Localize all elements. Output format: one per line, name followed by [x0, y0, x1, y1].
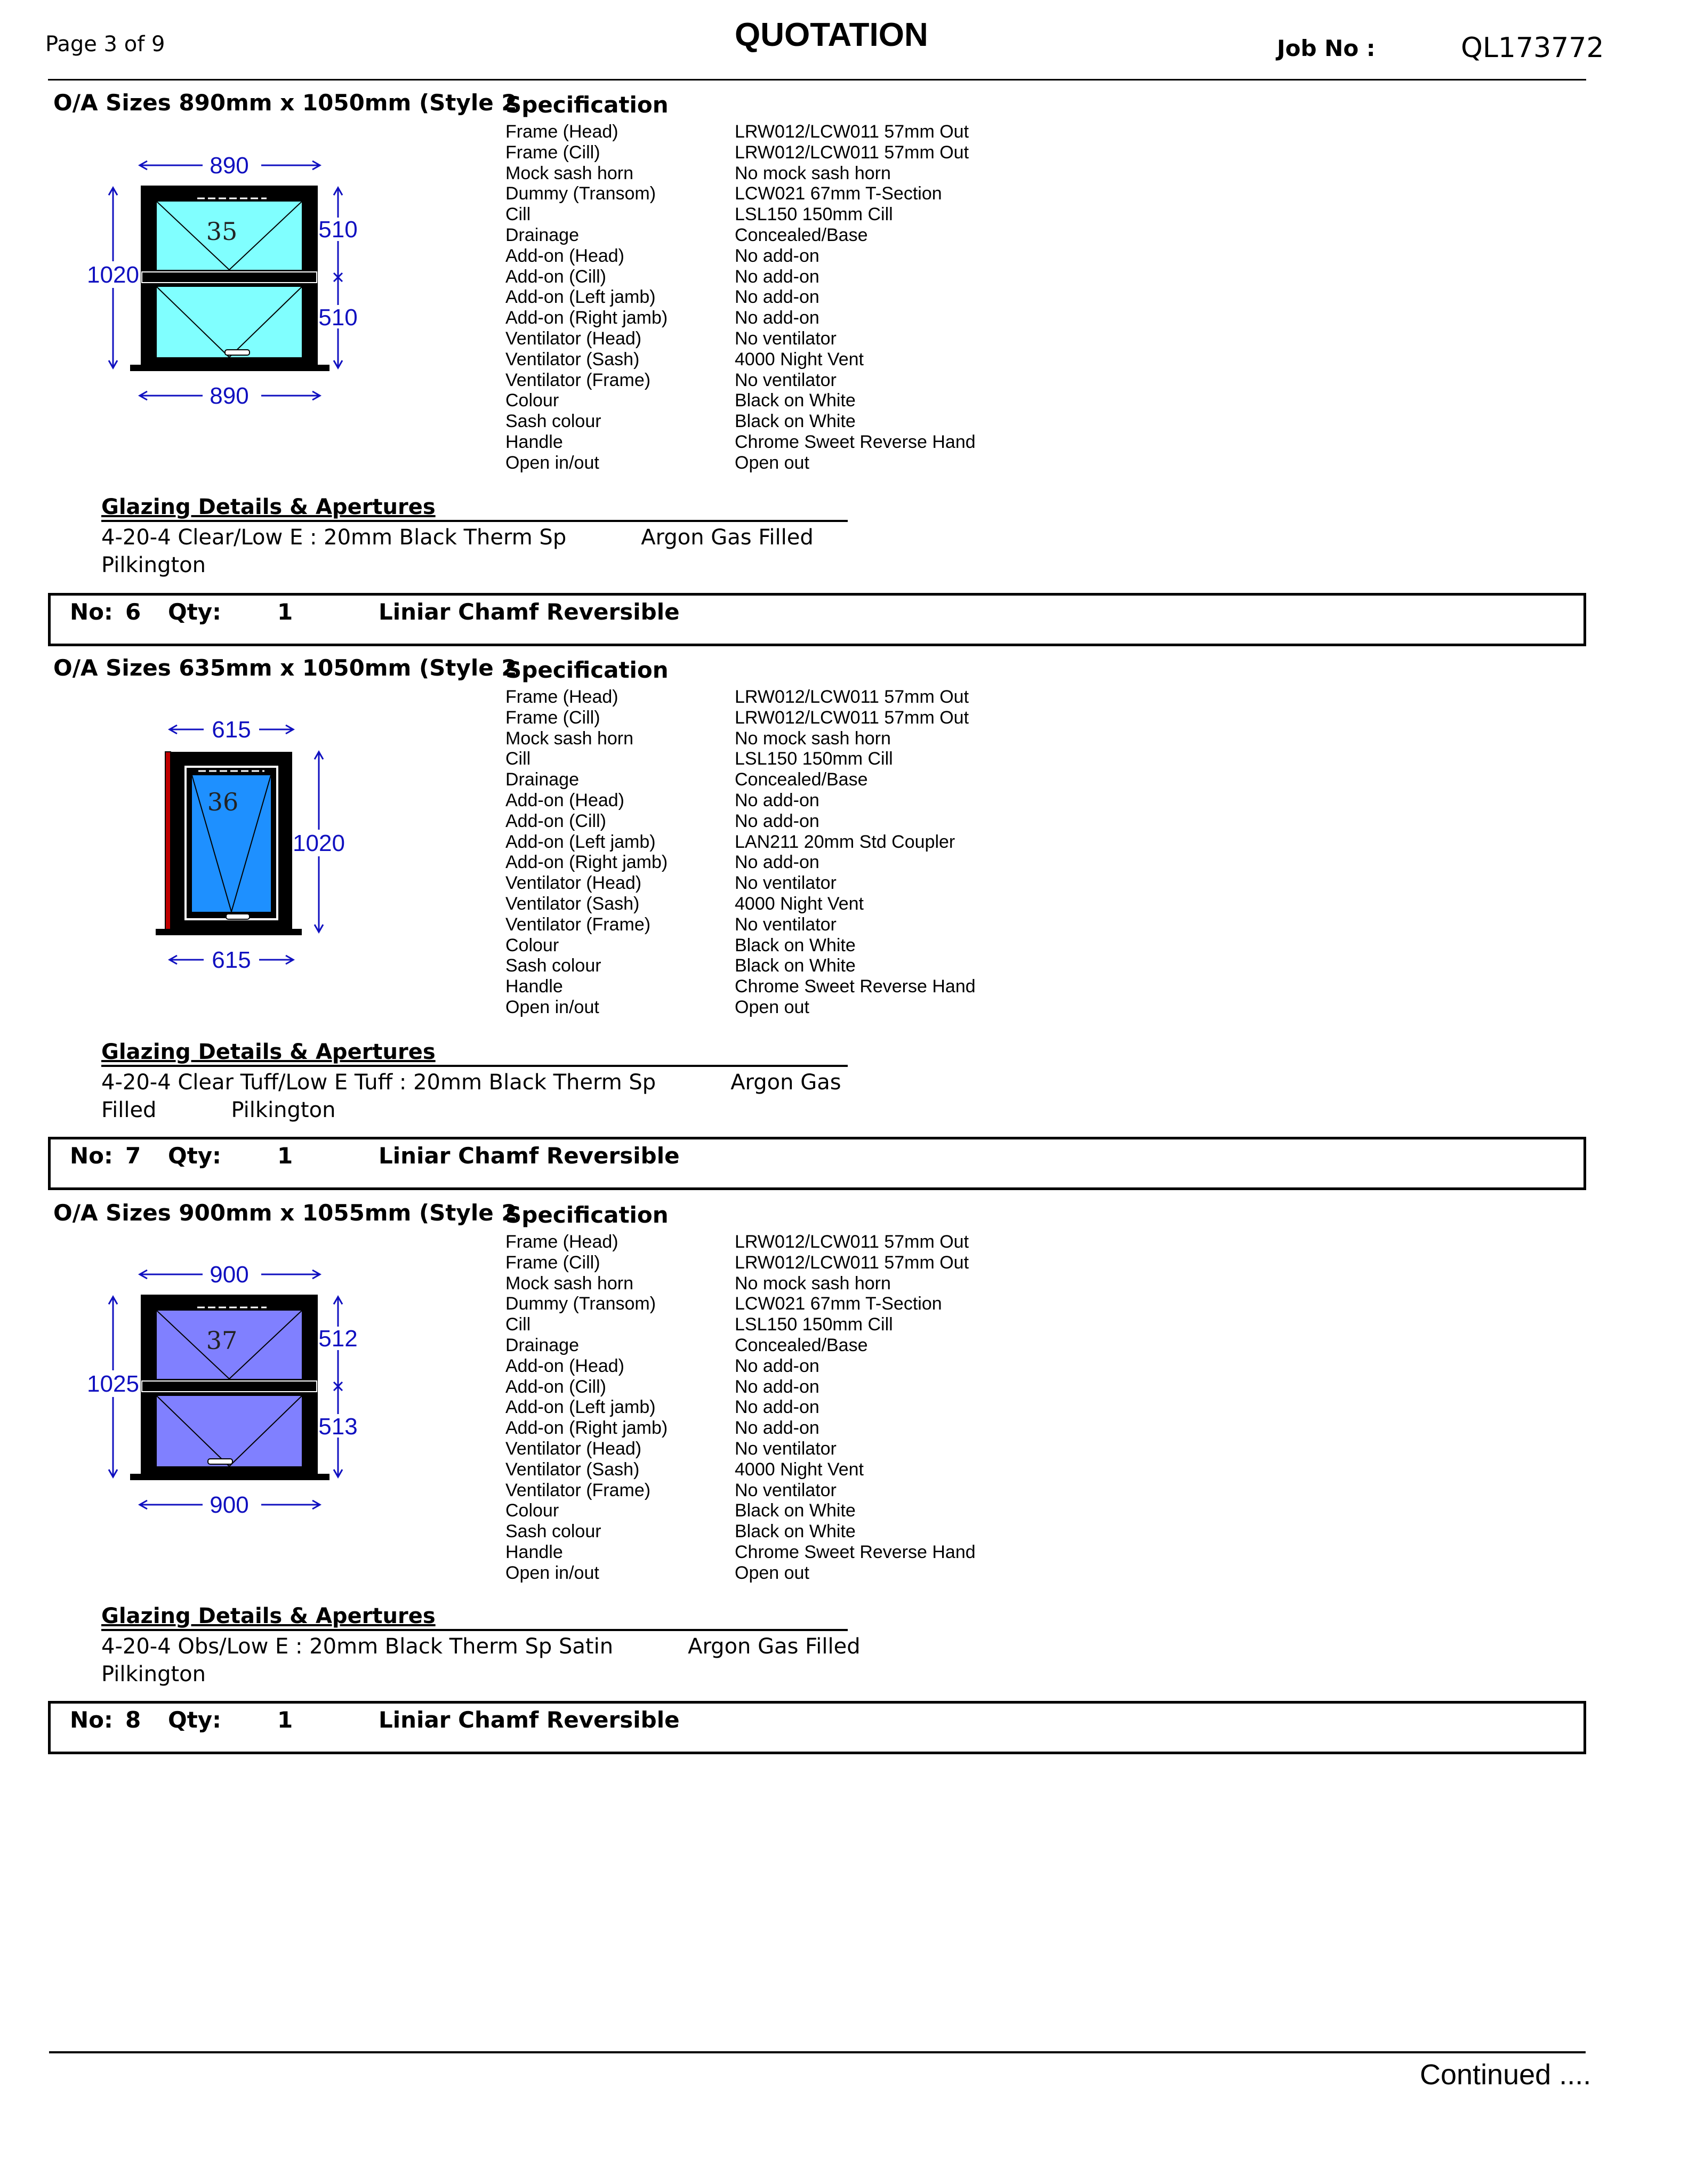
spec-label: Ventilator (Frame) [505, 370, 651, 390]
spec-row [505, 453, 976, 473]
spec-label: Handle [505, 976, 563, 997]
spec-value: LCW021 67mm T-Section [735, 183, 942, 204]
spec-value: No add-on [735, 1355, 819, 1376]
item-qty: 1 [277, 1143, 293, 1169]
spec-value: No ventilator [735, 873, 837, 894]
glazing-gas: Argon Gas Filled [688, 1634, 861, 1659]
specification-title: Specification [505, 92, 669, 118]
spec-row [505, 1521, 976, 1542]
spec-value: Black on White [735, 1500, 856, 1521]
handle-icon [226, 914, 250, 919]
height-dimension: 1020 [293, 830, 345, 856]
spec-row [505, 811, 976, 832]
spec-label: Add-on (Cill) [505, 266, 606, 287]
spec-value: LSL150 150mm Cill [735, 204, 893, 225]
spec-label: Mock sash horn [505, 163, 633, 183]
spec-row [505, 225, 976, 246]
spec-value: No add-on [735, 790, 819, 810]
item-description: Liniar Chamf Reversible [379, 1707, 680, 1733]
glazing-divider [101, 520, 848, 522]
spec-label: Add-on (Head) [505, 790, 625, 810]
glazing-title: Glazing Details & Apertures [101, 1604, 436, 1628]
spec-label: Frame (Cill) [505, 1252, 600, 1273]
item-qty: 1 [277, 1707, 293, 1733]
handle-icon [208, 1459, 232, 1464]
spec-value: LSL150 150mm Cill [735, 749, 893, 769]
glazing-title: Glazing Details & Apertures [101, 1040, 436, 1064]
spec-value: Black on White [735, 935, 856, 956]
spec-value: LRW012/LCW011 57mm Out [735, 1252, 969, 1273]
overall-size: O/A Sizes 900mm x 1055mm (Style 2 [53, 1200, 517, 1226]
spec-label: Ventilator (Sash) [505, 1459, 640, 1480]
spec-row [505, 956, 976, 976]
footer-divider [49, 2051, 1586, 2053]
glazing-divider [101, 1065, 848, 1067]
glazing-title: Glazing Details & Apertures [101, 495, 436, 519]
spec-row [505, 287, 976, 308]
spec-row [505, 873, 976, 894]
page-number: Page 3 of 9 [45, 32, 165, 57]
height-dimension: 1020 [87, 262, 139, 288]
spec-value: No ventilator [735, 914, 837, 935]
spec-label: Dummy (Transom) [505, 183, 656, 204]
item-qty-label: Qty: [168, 1143, 221, 1169]
spec-row [505, 122, 976, 142]
spec-row [505, 1563, 976, 1584]
glazing-manufacturer: Pilkington [101, 553, 206, 577]
spec-row [505, 1418, 976, 1439]
spec-value: No add-on [735, 1376, 819, 1397]
spec-value: 4000 Night Vent [735, 1459, 864, 1480]
spec-row [505, 246, 976, 267]
spec-row [505, 1273, 976, 1294]
spec-row [505, 183, 976, 204]
meeting-rail [142, 1381, 317, 1392]
spec-row [505, 1480, 976, 1501]
spec-row [505, 914, 976, 935]
spec-row [505, 370, 976, 391]
specification-title: Specification [505, 1202, 669, 1228]
spec-value: Concealed/Base [735, 1335, 868, 1355]
spec-label: Add-on (Head) [505, 1355, 625, 1376]
spec-label: Drainage [505, 769, 579, 790]
spec-value: Chrome Sweet Reverse Hand [735, 431, 976, 452]
spec-row [505, 432, 976, 453]
spec-row [505, 728, 976, 749]
spec-label: Frame (Head) [505, 1232, 618, 1252]
spec-label: Add-on (Left jamb) [505, 831, 656, 852]
spec-label: Add-on (Head) [505, 245, 625, 266]
spec-value: Chrome Sweet Reverse Hand [735, 1541, 976, 1562]
spec-row [505, 163, 976, 184]
spec-value: 4000 Night Vent [735, 893, 864, 914]
spec-label: Colour [505, 1500, 559, 1521]
spec-label: Colour [505, 935, 559, 956]
item-no-label: No: [70, 1143, 113, 1169]
window-cill [130, 365, 329, 371]
spec-row [505, 1294, 976, 1314]
spec-label: Add-on (Right jamb) [505, 852, 668, 873]
spec-row [505, 790, 976, 811]
spec-label: Cill [505, 204, 531, 225]
height-dimension: 1025 [87, 1371, 139, 1397]
header-divider [48, 79, 1586, 81]
spec-value: No add-on [735, 287, 819, 308]
spec-label: Add-on (Right jamb) [505, 1418, 668, 1439]
spec-label: Colour [505, 390, 559, 411]
spec-row [505, 411, 976, 432]
item-header [48, 1701, 1586, 1754]
spec-row [505, 308, 976, 328]
spec-row [505, 976, 976, 997]
spec-value: Black on White [735, 411, 856, 432]
spec-row [505, 204, 976, 225]
spec-row [505, 832, 976, 853]
spec-value: No add-on [735, 308, 819, 328]
spec-value: No add-on [735, 245, 819, 266]
spec-label: Frame (Cill) [505, 707, 600, 728]
window-drawing [75, 149, 373, 416]
spec-value: No mock sash horn [735, 163, 891, 183]
spec-row [505, 1356, 976, 1377]
spec-label: Ventilator (Head) [505, 873, 642, 894]
spec-row [505, 1232, 976, 1252]
spec-row [505, 749, 976, 769]
glazing-gas-continued: Filled [101, 1098, 157, 1122]
spec-value: No add-on [735, 1418, 819, 1439]
spec-row [505, 1500, 976, 1521]
spec-row [505, 349, 976, 370]
item-no: 8 [125, 1707, 141, 1733]
window-cill [156, 929, 302, 935]
spec-value: Black on White [735, 1521, 856, 1542]
spec-label: Cill [505, 749, 531, 769]
glazing-manufacturer: Pilkington [101, 1662, 206, 1687]
spec-label: Ventilator (Frame) [505, 1480, 651, 1500]
spec-label: Add-on (Cill) [505, 1376, 606, 1397]
spec-value: No add-on [735, 810, 819, 831]
spec-row [505, 1542, 976, 1563]
spec-value: Open out [735, 1562, 809, 1583]
spec-label: Ventilator (Sash) [505, 893, 640, 914]
spec-row [505, 1397, 976, 1418]
lower-sash-dimension: 510 [318, 304, 358, 331]
glass-pane-lower [157, 1396, 302, 1466]
spec-value: No mock sash horn [735, 1273, 891, 1294]
spec-label: Add-on (Cill) [505, 810, 606, 831]
spec-value: 4000 Night Vent [735, 349, 864, 370]
spec-value: LRW012/LCW011 57mm Out [735, 707, 969, 728]
glazing-details [101, 1633, 874, 1688]
spec-label: Ventilator (Head) [505, 1438, 642, 1459]
window-number: 37 [206, 1326, 238, 1355]
spec-row [505, 894, 976, 914]
item-description: Liniar Chamf Reversible [379, 1143, 680, 1169]
spec-label: Add-on (Left jamb) [505, 1397, 656, 1418]
glazing-spec: 4-20-4 Clear Tuff/Low E Tuff : 20mm Black Therm Sp [101, 1070, 656, 1095]
spec-label: Sash colour [505, 956, 601, 976]
spec-value: No add-on [735, 266, 819, 287]
spec-row [505, 1252, 976, 1273]
spec-label: Drainage [505, 224, 579, 245]
glazing-details [101, 1069, 874, 1124]
spec-label: Add-on (Right jamb) [505, 308, 668, 328]
spec-value: No mock sash horn [735, 728, 891, 749]
spec-label: Cill [505, 1314, 531, 1335]
spec-value: No ventilator [735, 1480, 837, 1500]
spec-label: Mock sash horn [505, 728, 633, 749]
item-header [48, 1137, 1586, 1190]
window-number: 35 [206, 217, 238, 246]
spec-label: Frame (Head) [505, 687, 618, 707]
spec-row [505, 997, 976, 1018]
glazing-spec: 4-20-4 Obs/Low E : 20mm Black Therm Sp Satin [101, 1634, 614, 1659]
spec-value: Chrome Sweet Reverse Hand [735, 976, 976, 997]
spec-row [505, 328, 976, 349]
specification-table [505, 687, 976, 1018]
spec-label: Open in/out [505, 997, 599, 1017]
spec-label: Open in/out [505, 1562, 599, 1583]
spec-row [505, 1335, 976, 1356]
specification-title: Specification [505, 657, 669, 683]
spec-row [505, 852, 976, 873]
spec-row [505, 267, 976, 287]
glazing-spec: 4-20-4 Clear/Low E : 20mm Black Therm Sp [101, 525, 567, 550]
window-number: 36 [207, 788, 239, 816]
item-qty: 1 [277, 599, 293, 625]
job-number-label: Job No : [1277, 35, 1376, 61]
width-dimension-bottom: 900 [210, 1492, 249, 1518]
spec-row [505, 390, 976, 411]
glazing-gas: Argon Gas [730, 1070, 841, 1095]
spec-label: Frame (Cill) [505, 142, 600, 163]
item-no: 6 [125, 599, 141, 625]
spec-row [505, 687, 976, 708]
spec-label: Open in/out [505, 452, 599, 473]
spec-value: LSL150 150mm Cill [735, 1314, 893, 1335]
spec-value: Black on White [735, 390, 856, 411]
glazing-manufacturer: Pilkington [231, 1098, 336, 1122]
spec-value: LAN211 20mm Std Coupler [735, 831, 955, 852]
spec-value: No add-on [735, 1397, 819, 1418]
item-description: Liniar Chamf Reversible [379, 599, 680, 625]
item-no-label: No: [70, 1707, 113, 1733]
glass-pane-lower [157, 287, 302, 357]
spec-row [505, 708, 976, 728]
width-dimension-top: 890 [210, 152, 249, 179]
handle-icon [225, 350, 250, 355]
glazing-divider [101, 1629, 848, 1631]
item-qty-label: Qty: [168, 1707, 221, 1733]
spec-value: No ventilator [735, 370, 837, 390]
specification-table [505, 122, 976, 473]
overall-size: O/A Sizes 890mm x 1050mm (Style 2 [53, 90, 517, 116]
spec-label: Sash colour [505, 1521, 601, 1542]
spec-value: LRW012/LCW011 57mm Out [735, 142, 969, 163]
spec-value: No ventilator [735, 328, 837, 349]
item-no-label: No: [70, 599, 113, 625]
spec-label: Mock sash horn [505, 1273, 633, 1294]
spec-value: No ventilator [735, 1438, 837, 1459]
spec-row [505, 142, 976, 163]
spec-label: Ventilator (Sash) [505, 349, 640, 370]
spec-row [505, 1377, 976, 1398]
item-qty-label: Qty: [168, 599, 221, 625]
width-dimension-top: 900 [210, 1262, 249, 1288]
spec-value: LCW021 67mm T-Section [735, 1294, 942, 1314]
coupler [165, 752, 171, 932]
width-dimension-bottom: 615 [212, 947, 251, 973]
spec-label: Sash colour [505, 411, 601, 432]
item-header [48, 593, 1586, 646]
overall-size: O/A Sizes 635mm x 1050mm (Style 2 [53, 655, 517, 681]
glazing-details [101, 524, 874, 579]
job-number: QL173772 [1461, 32, 1604, 64]
glazing-gas: Argon Gas Filled [641, 525, 814, 550]
spec-value: Open out [735, 452, 809, 473]
spec-label: Dummy (Transom) [505, 1294, 656, 1314]
spec-row [505, 1459, 976, 1480]
spec-value: Open out [735, 997, 809, 1017]
spec-label: Ventilator (Head) [505, 328, 642, 349]
spec-label: Handle [505, 431, 563, 452]
width-dimension-bottom: 890 [210, 383, 249, 409]
specification-table [505, 1232, 976, 1584]
spec-value: Black on White [735, 956, 856, 976]
upper-sash-dimension: 510 [318, 216, 358, 243]
spec-row [505, 1314, 976, 1335]
window-cill [130, 1474, 329, 1480]
document-title: QUOTATION [735, 17, 928, 53]
spec-value: Concealed/Base [735, 224, 868, 245]
spec-label: Ventilator (Frame) [505, 914, 651, 935]
continued-note: Continued .... [1420, 2059, 1591, 2091]
spec-label: Frame (Head) [505, 122, 618, 142]
spec-value: No add-on [735, 852, 819, 873]
item-no: 7 [125, 1143, 141, 1169]
width-dimension-top: 615 [212, 717, 251, 743]
spec-row [505, 1439, 976, 1459]
spec-row [505, 769, 976, 790]
window-drawing [75, 1258, 373, 1525]
upper-sash-dimension: 512 [318, 1326, 358, 1352]
spec-label: Handle [505, 1541, 563, 1562]
window-drawing [139, 709, 363, 976]
spec-row [505, 935, 976, 956]
spec-label: Add-on (Left jamb) [505, 287, 656, 308]
spec-value: LRW012/LCW011 57mm Out [735, 1232, 969, 1252]
lower-sash-dimension: 513 [318, 1414, 358, 1440]
meeting-rail [142, 272, 317, 283]
spec-value: Concealed/Base [735, 769, 868, 790]
spec-value: LRW012/LCW011 57mm Out [735, 687, 969, 707]
spec-value: LRW012/LCW011 57mm Out [735, 122, 969, 142]
spec-label: Drainage [505, 1335, 579, 1355]
